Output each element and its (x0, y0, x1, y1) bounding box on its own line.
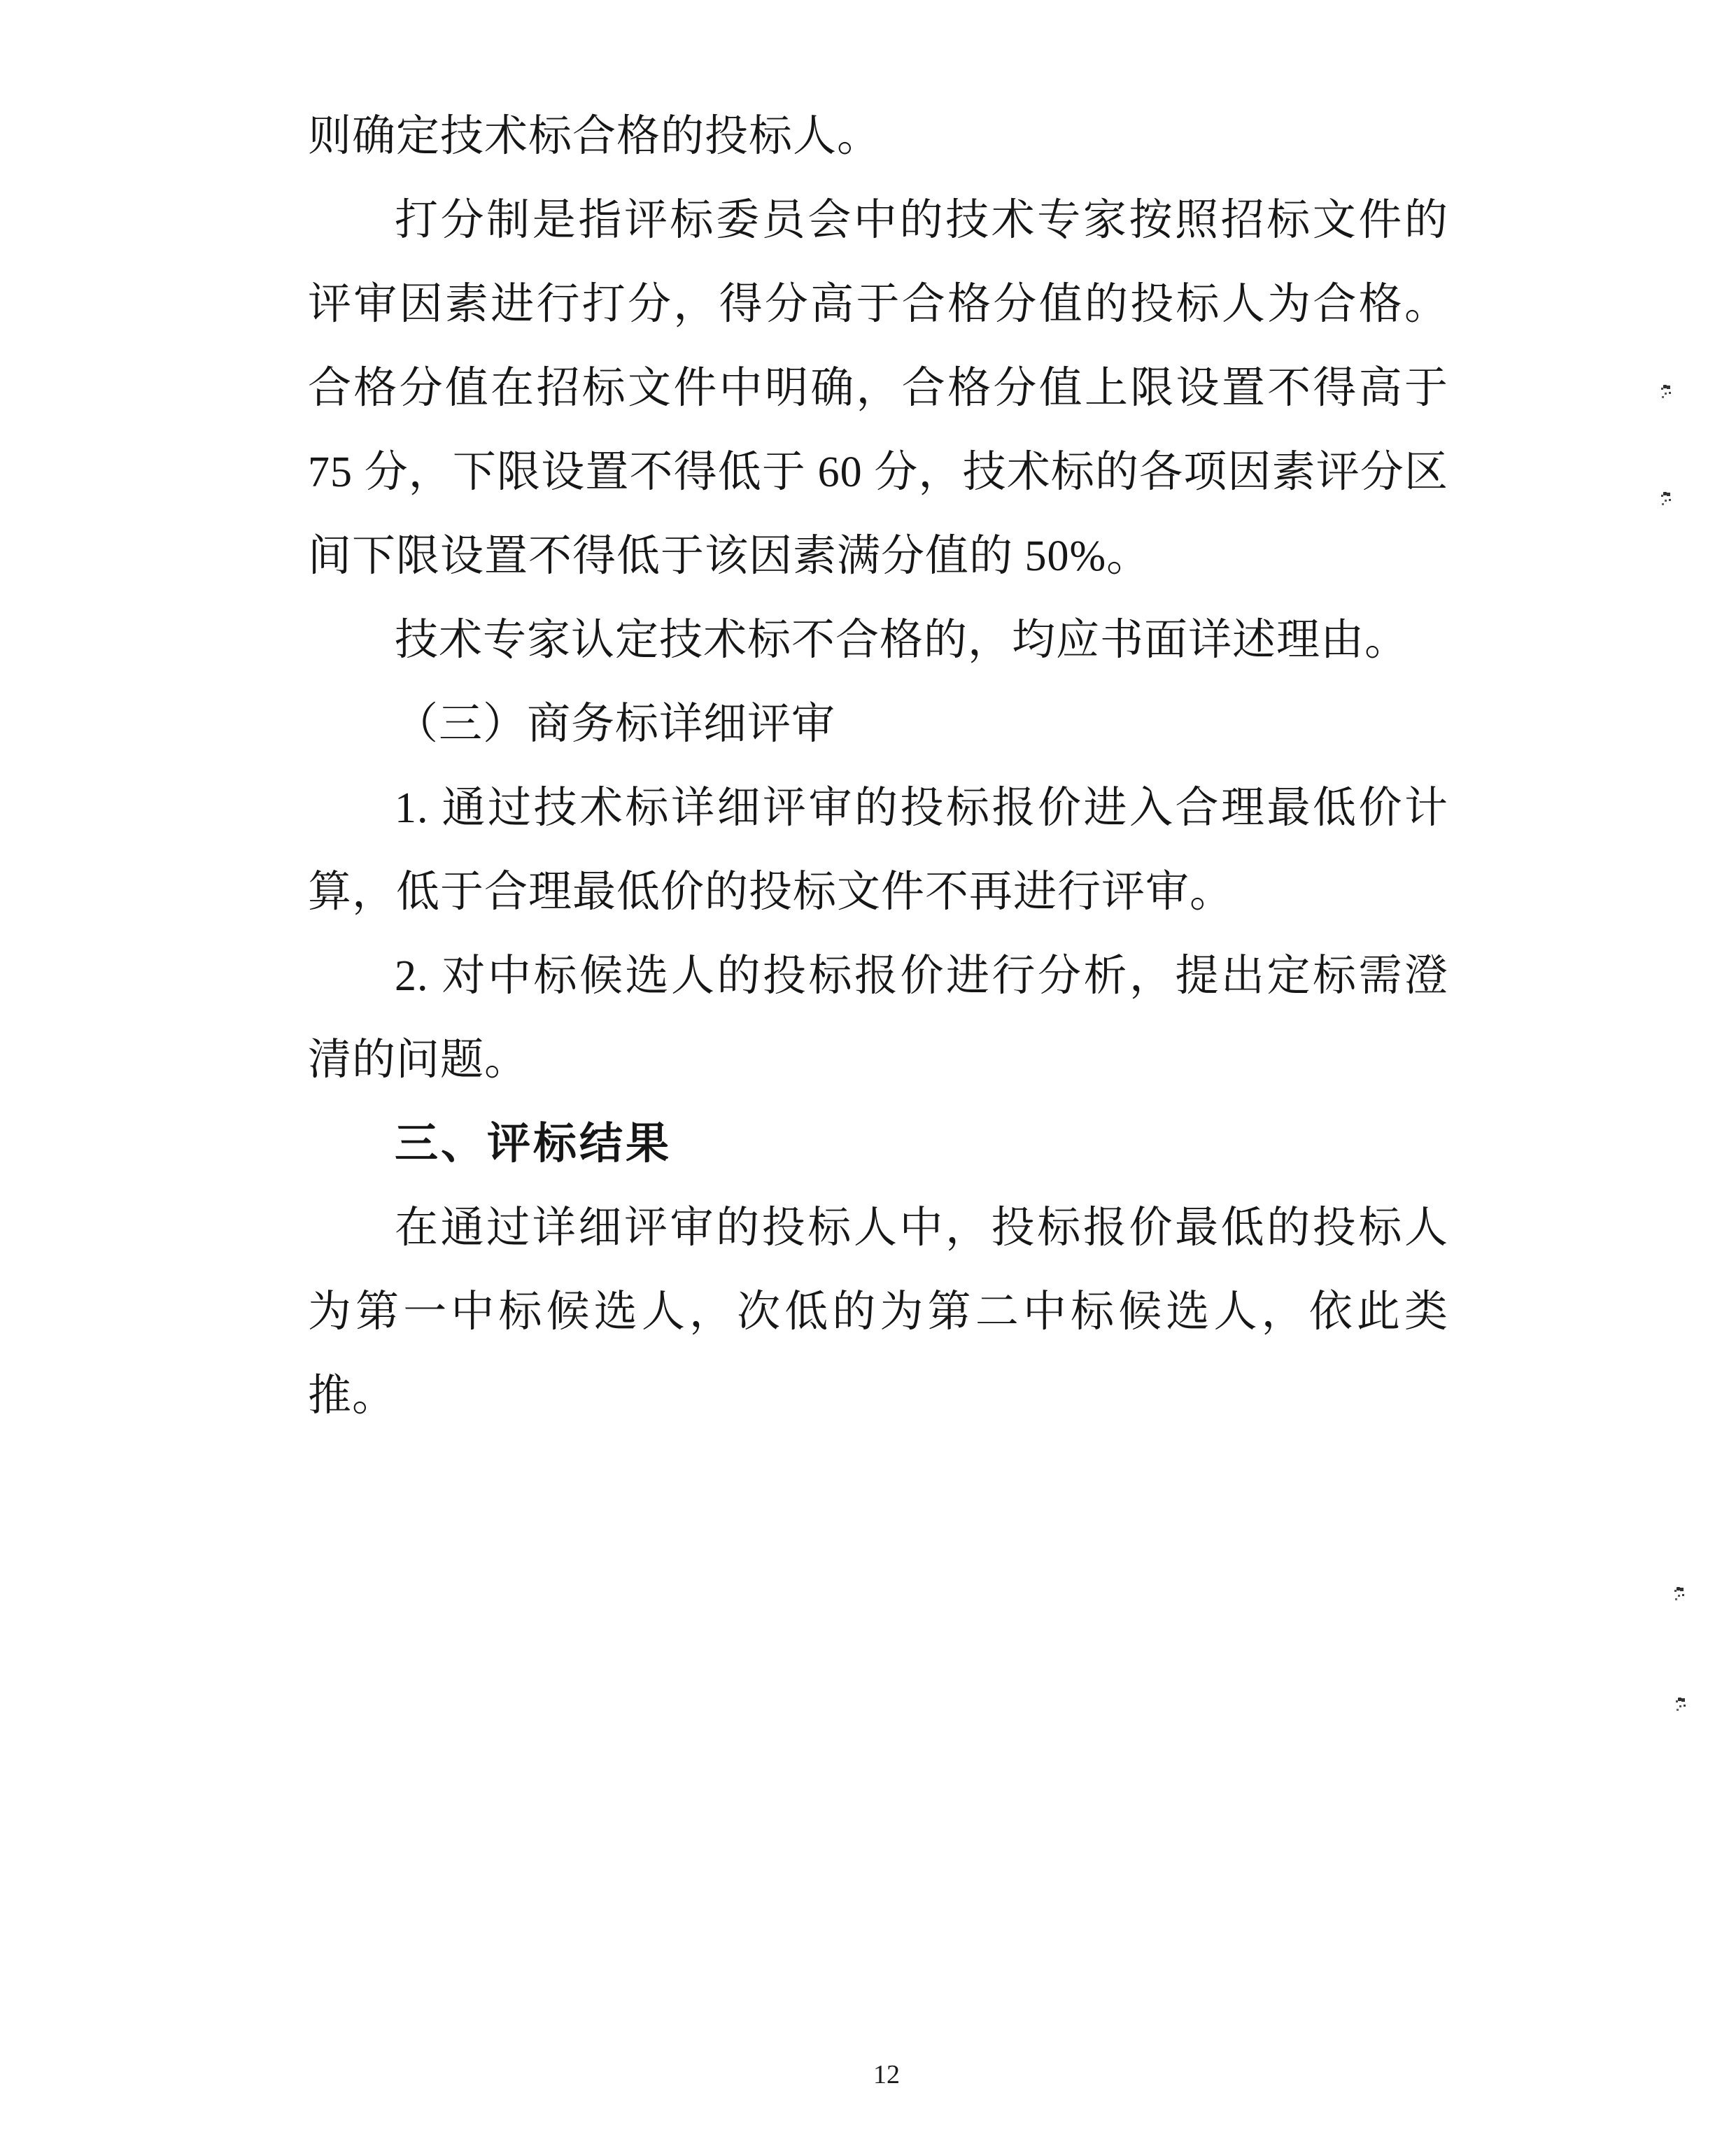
text-line: 推。 (308, 1372, 397, 1420)
text-line: 则确定技术标合格的投标人。 (308, 113, 882, 160)
text-line: 评审因素进行打分，得分高于合格分值的投标人为合格。 (308, 281, 1448, 328)
ink-smudge (1678, 1698, 1681, 1701)
text-line: 合格分值在招标文件中明确，合格分值上限设置不得高于 (308, 365, 1448, 412)
text-line: 技术专家认定技术标不合格的，均应书面详述理由。 (395, 616, 1409, 664)
text-line: 2. 对中标候选人的投标报价进行分析，提出定标需澄 (395, 952, 1448, 1000)
subsection-heading-commercial-bid: （三）商务标详细评审 (395, 700, 836, 748)
text-line: 在通过详细评审的投标人中，投标报价最低的投标人 (395, 1204, 1448, 1252)
ink-smudge (1677, 1587, 1680, 1591)
section-heading-evaluation-result: 三、评标结果 (395, 1120, 672, 1168)
text-column (308, 94, 1448, 1438)
text-line: 75 分，下限设置不得低于 60 分，技术标的各项因素评分区 (308, 449, 1448, 496)
text-line: 为第一中标候选人，次低的为第二中标候选人，依此类 (308, 1288, 1448, 1336)
ink-smudge (1663, 492, 1667, 495)
ink-smudge (1663, 385, 1667, 388)
text-line: 间下限设置不得低于该因素满分值的 50%。 (308, 533, 1151, 580)
text-line: 清的问题。 (308, 1036, 529, 1084)
text-line: 算，低于合理最低价的投标文件不再进行评审。 (308, 868, 1234, 916)
text-line: 打分制是指评标委员会中的技术专家按照招标文件的 (395, 197, 1448, 244)
text-line: 1. 通过技术标详细评审的投标报价进入合理最低价计 (395, 784, 1448, 832)
page-number: 12 (873, 2060, 900, 2089)
